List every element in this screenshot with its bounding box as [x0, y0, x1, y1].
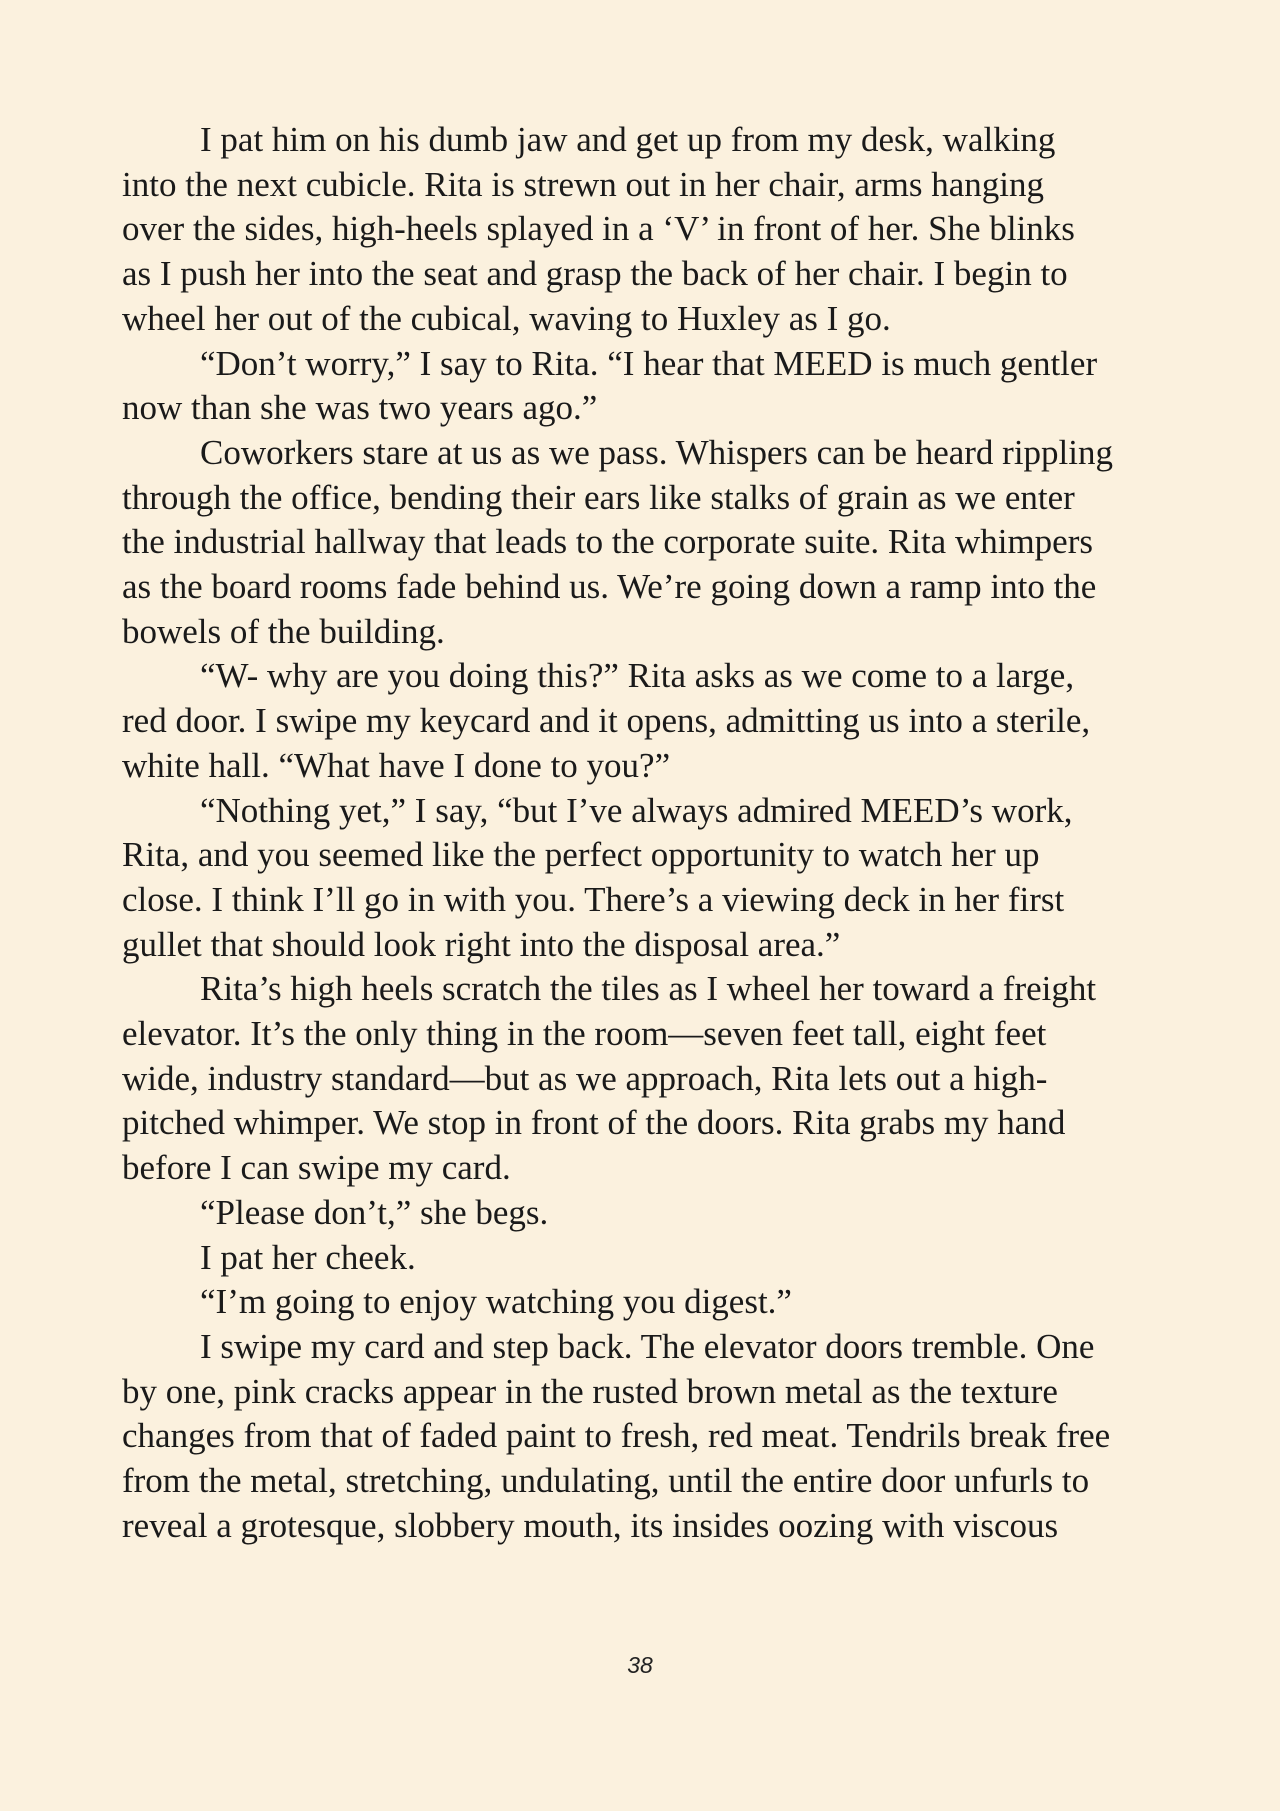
- paragraph-6: Rita’s high heels scratch the tiles as I wheel her toward a freight elevator. It’s the only thing in the room—seven feet tall, eight feet wide, industry standard—but as we approach, Rita lets out a high- pitched whimper. We stop in front of the doors. Rita grabs my hand before I can swipe my card.: [122, 969, 1097, 1188]
- paragraph-7: “Please don’t,” she begs.: [200, 1192, 549, 1232]
- body-text: [122, 118, 1162, 1549]
- paragraph-5: “Nothing yet,” I say, “but I’ve always admired MEED’s work, Rita, and you seemed like the perfect opportunity to watch her up close. I think I’ll go in with you. There’s a viewing deck in her first gullet that should look right into the disposal area.”: [122, 790, 1073, 964]
- paragraph-2: “Don’t worry,” I say to Rita. “I hear that MEED is much gentler now than she was two years ago.”: [122, 343, 1098, 428]
- page-number: 38: [627, 1652, 653, 1678]
- paragraph-8: I pat her cheek.: [200, 1237, 416, 1277]
- paragraph-4: “W- why are you doing this?” Rita asks as we come to a large, red door. I swipe my keycard and it opens, admitting us into a sterile, white hall. “What have I done to you?”: [122, 656, 1091, 785]
- paragraph-1: I pat him on his dumb jaw and get up from my desk, walking into the next cubicle. Rita is strewn out in her chair, arms hanging over the sides, high-heels splayed in a ‘V’ in front of her. She blinks as I push her into the seat and grasp the back of her chair. I begin to wheel her out of the cubical, waving to Huxley as I go.: [122, 120, 1075, 338]
- paragraph-3: Coworkers stare at us as we pass. Whispers can be heard rippling through the office, bending their ears like stalks of grain as we enter the industrial hallway that leads to the corporate suite. Rita whimpers as the board rooms fade behind us. We’re going down a ramp into the bowels of the building.: [122, 432, 1113, 651]
- paragraph-9: “I’m going to enjoy watching you digest.”: [200, 1282, 792, 1322]
- paragraph-10: I swipe my card and step back. The elevator doors tremble. One by one, pink cracks appear in the rusted brown metal as the texture changes from that of faded paint to fresh, red meat. Tendrils break free from the metal, stretching, undulating, until the entire door unfurls to reveal a grotesque, slobbery mouth, its insides oozing with viscous: [122, 1326, 1111, 1545]
